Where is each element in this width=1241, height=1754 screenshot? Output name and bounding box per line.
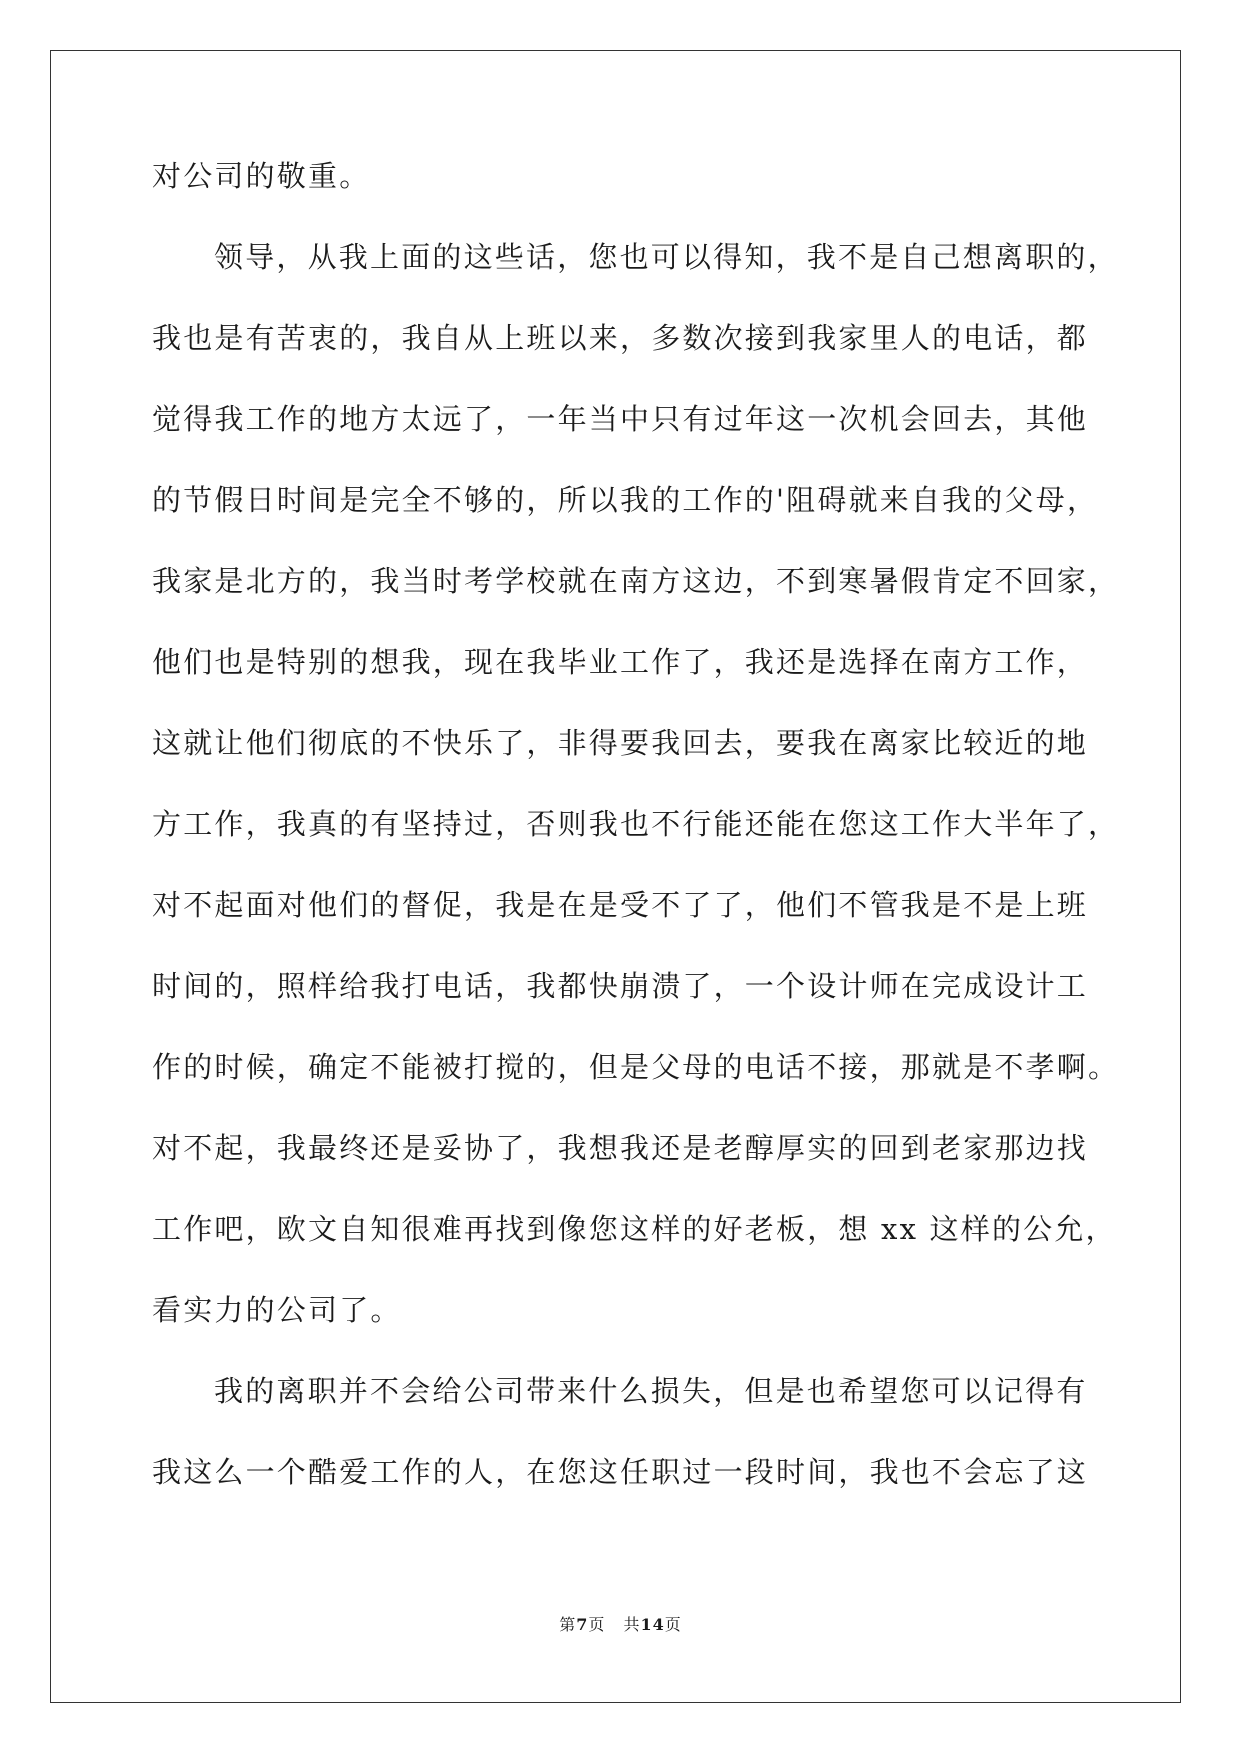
- paragraph-start-line: 领导，从我上面的这些话，您也可以得知，我不是自己想离职的，: [214, 240, 1119, 274]
- text-line: 方工作，我真的有坚持过，否则我也不行能还能在您这工作大半年了，: [152, 807, 1120, 841]
- text-line: 时间的，照样给我打电话，我都快崩溃了，一个设计师在完成设计工: [152, 969, 1089, 1003]
- text-line: 看实力的公司了。: [152, 1293, 402, 1327]
- text-line: 我也是有苦衷的，我自从上班以来，多数次接到我家里人的电话，都: [152, 321, 1089, 355]
- paragraph-start-line: 我的离职并不会给公司带来什么损失，但是也希望您可以记得有: [214, 1374, 1088, 1408]
- text-line: 的节假日时间是完全不够的，所以我的工作的'阻碍就来自我的父母，: [152, 483, 1099, 517]
- total-suffix: 页: [664, 1615, 682, 1634]
- text-line: 我家是北方的，我当时考学校就在南方这边，不到寒暑假肯定不回家，: [152, 564, 1120, 598]
- page-prefix: 第: [559, 1615, 577, 1634]
- text-line: 对不起，我最终还是妥协了，我想我还是老醇厚实的回到老家那边找: [152, 1131, 1089, 1165]
- text-line: 对不起面对他们的督促，我是在是受不了了，他们不管我是不是上班: [152, 888, 1089, 922]
- page-suffix: 页: [588, 1615, 606, 1634]
- page-current: 7: [576, 1615, 589, 1634]
- page-total: 14: [640, 1615, 665, 1634]
- document-body: [152, 158, 1120, 1535]
- text-line: 他们也是特别的想我，现在我毕业工作了，我还是选择在南方工作，: [152, 645, 1089, 679]
- text-line: 觉得我工作的地方太远了，一年当中只有过年这一次机会回去，其他: [152, 402, 1089, 436]
- text-line: 工作吧，欧文自知很难再找到像您这样的好老板，想 xx 这样的公允，: [152, 1212, 1117, 1246]
- text-line: 我这么一个酷爱工作的人，在您这任职过一段时间，我也不会忘了这: [152, 1455, 1089, 1489]
- text-line: 作的时候，确定不能被打搅的，但是父母的电话不接，那就是不孝啊。: [152, 1050, 1120, 1084]
- text-line: 对公司的敬重。: [152, 159, 371, 193]
- text-line: 这就让他们彻底的不快乐了，非得要我回去，要我在离家比较近的地: [152, 726, 1089, 760]
- total-prefix: 共: [623, 1615, 641, 1634]
- page-footer: [0, 1612, 1241, 1635]
